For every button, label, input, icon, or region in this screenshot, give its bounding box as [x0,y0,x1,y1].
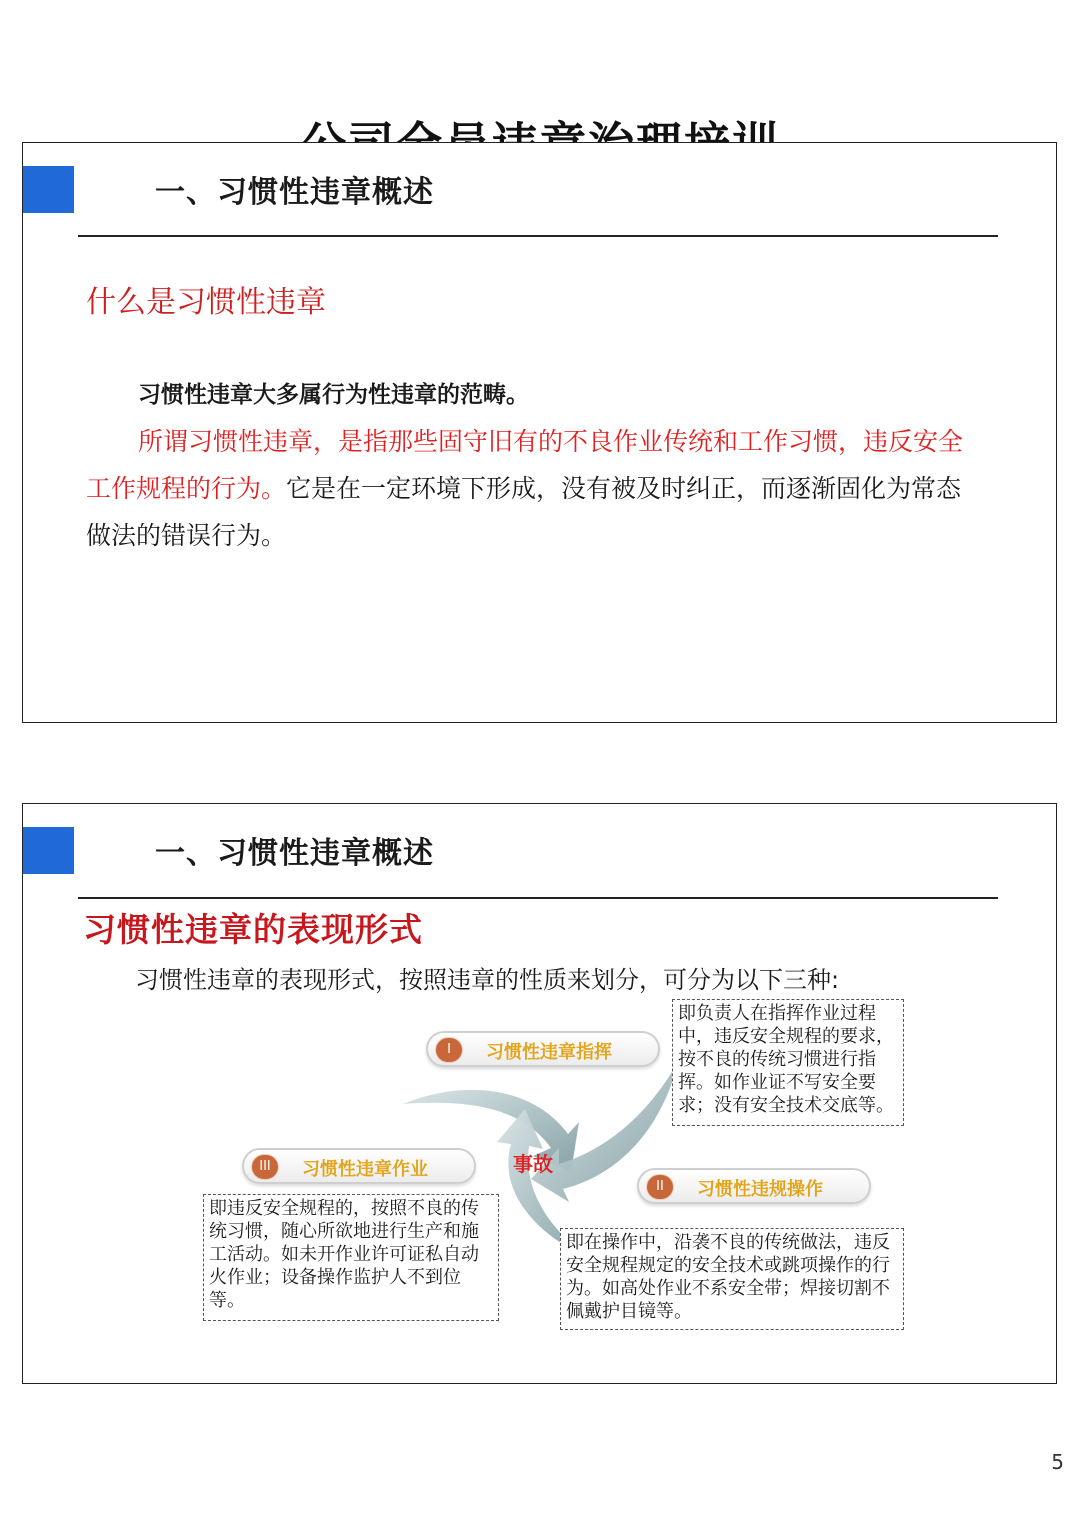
slide-1 [22,142,1057,723]
type-description-operation: 即在操作中，沿袭不良的传统做法，违反安全规程规定的安全技术或跳项操作的行为。如高处作业不系安全带；焊接切割不佩戴护目镜等。 [560,1228,904,1330]
title-accent-bar [23,166,74,213]
document-title-clip [0,100,1080,142]
section-heading: 习惯性违章的表现形式 [83,910,423,949]
type-number-badge: II [646,1174,674,1200]
type-number-badge: I [435,1037,463,1063]
slide-title: 一、习惯性违章概述 [155,836,434,871]
definition-highlight: 所谓习惯性违章，是指那些固守旧有的不良作业传统和工作习惯，违反安全工作规程的行为。 [86,427,964,503]
definition-paragraph [86,418,986,559]
page-number: 5 [1051,1450,1064,1474]
type-label: 习惯性违章指挥 [486,1042,612,1063]
slide-title: 一、习惯性违章概述 [155,175,434,210]
type-pill-operation [637,1168,871,1204]
section-heading: 什么是习惯性违章 [86,285,326,320]
lead-sentence: 习惯性违章大多属行为性违章的范畴。 [138,382,529,408]
intro-sentence: 习惯性违章的表现形式，按照违章的性质来划分，可分为以下三种: [135,966,840,994]
type-pill-command [426,1031,660,1067]
title-divider [78,235,998,237]
definition-rest: 它是在一定环境下形成，没有被及时纠正，而逐渐固化为常态做法的错误行为。 [86,474,962,550]
accident-label: 事故 [513,1152,553,1176]
type-label: 习惯性违章作业 [302,1159,428,1180]
type-label: 习惯性违规操作 [697,1179,823,1200]
type-number-badge: III [251,1154,279,1180]
type-description-work: 即违反安全规程的，按照不良的传统习惯，随心所欲地进行生产和施工活动。如未开作业许可证私自动火作业；设备操作监护人不到位等。 [203,1194,499,1321]
type-description-command: 即负责人在指挥作业过程中，违反安全规程的要求，按不良的传统习惯进行指挥。如作业证不写安全要求；没有安全技术交底等。 [672,999,904,1126]
slide-2 [22,803,1057,1384]
type-pill-work [242,1148,476,1184]
